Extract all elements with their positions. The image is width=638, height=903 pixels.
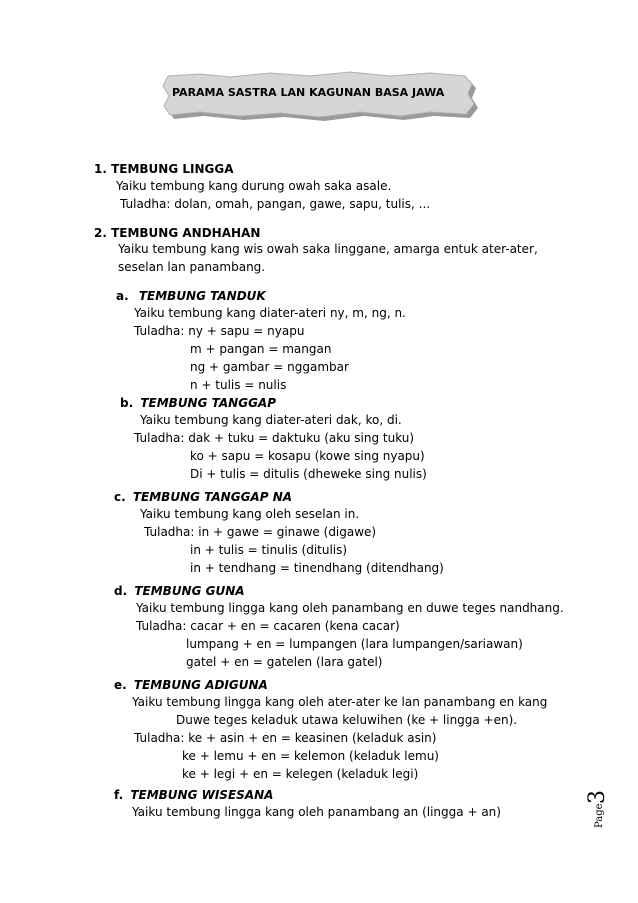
example-line: m + pangan = mangan: [190, 342, 332, 356]
subsection-title: TEMBUNG TANGGAP NA: [132, 490, 293, 504]
subsection-title: TEMBUNG GUNA: [134, 584, 245, 598]
subsection-letter: e.: [114, 678, 127, 692]
example-line: ko + sapu = kosapu (kowe sing nyapu): [190, 449, 425, 463]
subsection-title: TEMBUNG WISESANA: [130, 788, 274, 802]
section-text: Yaiku tembung kang durung owah saka asale.: [116, 179, 392, 193]
section-heading-lingga: 1. TEMBUNG LINGGA: [94, 162, 234, 176]
subsection-title: TEMBUNG TANGGAP: [140, 396, 276, 410]
example-line: Tuladha: ny + sapu = nyapu: [134, 324, 305, 338]
example-line: Di + tulis = ditulis (dheweke sing nulis): [190, 467, 427, 481]
example-line: ng + gambar = nggambar: [190, 360, 349, 374]
example-line: in + tulis = tinulis (ditulis): [190, 543, 348, 557]
example-line: Tuladha: ke + asin + en = keasinen (keladuk asin): [134, 731, 437, 745]
section-heading-andhahan: 2. TEMBUNG ANDHAHAN: [94, 226, 261, 240]
subsection-letter: c.: [114, 490, 126, 504]
section-text: Yaiku tembung kang wis owah saka linggane, amarga entuk ater-ater,: [118, 242, 538, 256]
definition-text: Yaiku tembung lingga kang oleh ater-ater ke lan panambang en kang: [132, 695, 548, 709]
definition-text: Yaiku tembung lingga kang oleh panambang en duwe teges nandhang.: [136, 601, 564, 615]
subsection-heading-guna: [114, 584, 245, 598]
subsection-letter: d.: [114, 584, 128, 598]
example-line: gatel + en = gatelen (lara gatel): [186, 655, 383, 669]
definition-text: Yaiku tembung kang diater-ateri dak, ko, di.: [140, 413, 402, 427]
page-title: PARAMA SASTRA LAN KAGUNAN BASA JAWA: [172, 86, 445, 99]
subsection-title: TEMBUNG TANDUK: [138, 289, 266, 303]
subsection-heading-tanggap: [120, 396, 276, 410]
definition-text: Yaiku tembung kang diater-ateri ny, m, ng, n.: [134, 306, 406, 320]
subsection-letter: a.: [116, 289, 129, 303]
definition-text: Yaiku tembung lingga kang oleh panambang an (lingga + an): [132, 805, 501, 819]
example-line: Tuladha: cacar + en = cacaren (kena cacar): [136, 619, 400, 633]
example-line: Tuladha: dak + tuku = daktuku (aku sing tuku): [134, 431, 415, 445]
example-line: ke + lemu + en = kelemon (keladuk lemu): [182, 749, 439, 763]
example-line: lumpang + en = lumpangen (lara lumpangen/sariawan): [186, 637, 523, 651]
page-number: 3: [585, 790, 610, 804]
section-text: seselan lan panambang.: [118, 260, 266, 274]
example-line: Tuladha: in + gawe = ginawe (digawe): [144, 525, 377, 539]
subsection-heading-wisesana: [114, 788, 273, 802]
definition-text: Duwe teges keladuk utawa keluwihen (ke + lingga +en).: [176, 713, 518, 727]
subsection-letter: b.: [120, 396, 134, 410]
example-line: n + tulis = nulis: [190, 378, 287, 392]
example-line: in + tendhang = tinendhang (ditendhang): [190, 561, 444, 575]
definition-text: Yaiku tembung kang oleh seselan in.: [140, 507, 360, 521]
subsection-title: TEMBUNG ADIGUNA: [133, 678, 268, 692]
subsection-letter: f.: [114, 788, 124, 802]
page-word: Page: [594, 803, 605, 828]
page-number-label: [585, 778, 610, 828]
subsection-heading-tanduk: [116, 289, 266, 303]
subsection-heading-tanggap-na: [114, 490, 292, 504]
section-text: Tuladha: dolan, omah, pangan, gawe, sapu, tulis, ...: [120, 197, 431, 211]
example-line: ke + legi + en = kelegen (keladuk legi): [182, 767, 419, 781]
subsection-heading-adiguna: [114, 678, 268, 692]
